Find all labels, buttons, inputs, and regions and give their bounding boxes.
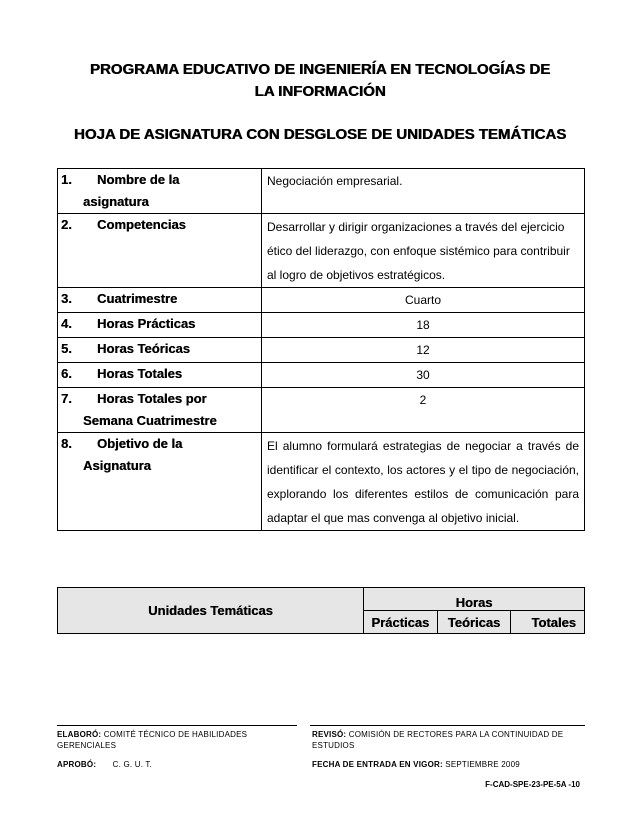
info-row-horas-practicas (58, 313, 585, 338)
info-label (58, 363, 262, 388)
footer-elaboro (57, 729, 282, 751)
label-text: Horas Totales por (97, 391, 207, 406)
objetivo-value: El alumno formulará estrategias de negociar a través de identificar el contexto, los actores y el tipo de negociación, explorando los diferentes estilos de comunicación para adaptar el que mas convenga al objetivo inicial. (262, 433, 585, 531)
label-text-cont: asignatura (83, 194, 149, 209)
label-text: Horas Totales (97, 366, 183, 381)
document-code: F-CAD-SPE-23-PE-5A -10 (485, 780, 580, 789)
info-label (58, 288, 262, 313)
competencias-value: Desarrollar y dirigir organizaciones a través del ejercicio ético del liderazgo, con enfoque sistémico para contribuir al logro de objetivos estratégicos. (262, 214, 585, 288)
info-label (58, 338, 262, 363)
info-label (58, 388, 262, 433)
label-text: Competencias (97, 217, 186, 232)
info-row-horas-semana (58, 388, 585, 433)
horas-teoricas-value: 12 (262, 338, 585, 363)
row-number: 3. (61, 291, 72, 306)
fecha-label: FECHA DE ENTRADA EN VIGOR: (312, 760, 443, 769)
label-text: Objetivo de la (97, 436, 183, 451)
footer-divider-left (57, 725, 297, 726)
row-number: 6. (61, 366, 72, 381)
horas-totales-value: 30 (262, 363, 585, 388)
subject-info-table (57, 168, 585, 531)
label-text-cont: Semana Cuatrimestre (83, 413, 217, 428)
info-label (58, 433, 262, 531)
footer-aprobo (57, 759, 297, 770)
label-text: Cuatrimestre (97, 291, 178, 306)
info-row-competencias (58, 214, 585, 288)
info-label (58, 313, 262, 338)
row-number: 2. (61, 217, 72, 232)
horas-semana-value: 2 (262, 388, 585, 433)
units-table (57, 587, 585, 634)
info-row-name (58, 169, 585, 214)
info-label (58, 214, 262, 288)
label-text: Horas Prácticas (97, 316, 196, 331)
units-header: Unidades Temáticas (58, 588, 364, 634)
fecha-value: SEPTIEMBRE 2009 (445, 760, 520, 769)
info-label (58, 169, 262, 214)
row-number: 8. (61, 436, 72, 451)
label-text: Horas Teóricas (97, 341, 190, 356)
aprobo-label: APROBÓ: (57, 760, 97, 769)
cuatrimestre-value: Cuarto (262, 288, 585, 313)
label-text: Nombre de la (97, 172, 180, 187)
footer-fecha (312, 759, 584, 770)
teoricas-header: Teóricas (437, 611, 511, 634)
row-number: 7. (61, 391, 72, 406)
program-title-line1: PROGRAMA EDUCATIVO DE INGENIERÍA EN TECNOLOGÍAS DE (89, 61, 551, 78)
sheet-subtitle: HOJA DE ASIGNATURA CON DESGLOSE DE UNIDADES TEMÁTICAS (73, 126, 567, 143)
row-number: 5. (61, 341, 72, 356)
reviso-label: REVISÓ: (312, 730, 347, 739)
reviso-value: COMISIÓN DE RECTORES PARA LA CONTINUIDAD DE ESTUDIOS (312, 730, 564, 750)
hours-header: Horas (364, 588, 585, 611)
info-row-objetivo (58, 433, 585, 531)
info-row-horas-teoricas (58, 338, 585, 363)
label-text-cont: Asignatura (83, 458, 151, 473)
subject-name-value: Negociación empresarial. (262, 169, 585, 214)
footer-divider-right (310, 725, 585, 726)
row-number: 1. (61, 172, 72, 187)
program-title-line2: LA INFORMACIÓN (254, 83, 386, 100)
totales-header: Totales (511, 611, 585, 634)
practicas-header: Prácticas (364, 611, 438, 634)
footer-reviso (312, 729, 584, 751)
row-number: 4. (61, 316, 72, 331)
elaboro-value: COMITÉ TÉCNICO DE HABILIDADES GERENCIALES (57, 730, 248, 750)
info-row-horas-totales (58, 363, 585, 388)
elaboro-label: ELABORÓ: (57, 730, 102, 739)
horas-practicas-value: 18 (262, 313, 585, 338)
info-row-cuatrimestre (58, 288, 585, 313)
aprobo-value: C. G. U. T. (112, 760, 153, 769)
